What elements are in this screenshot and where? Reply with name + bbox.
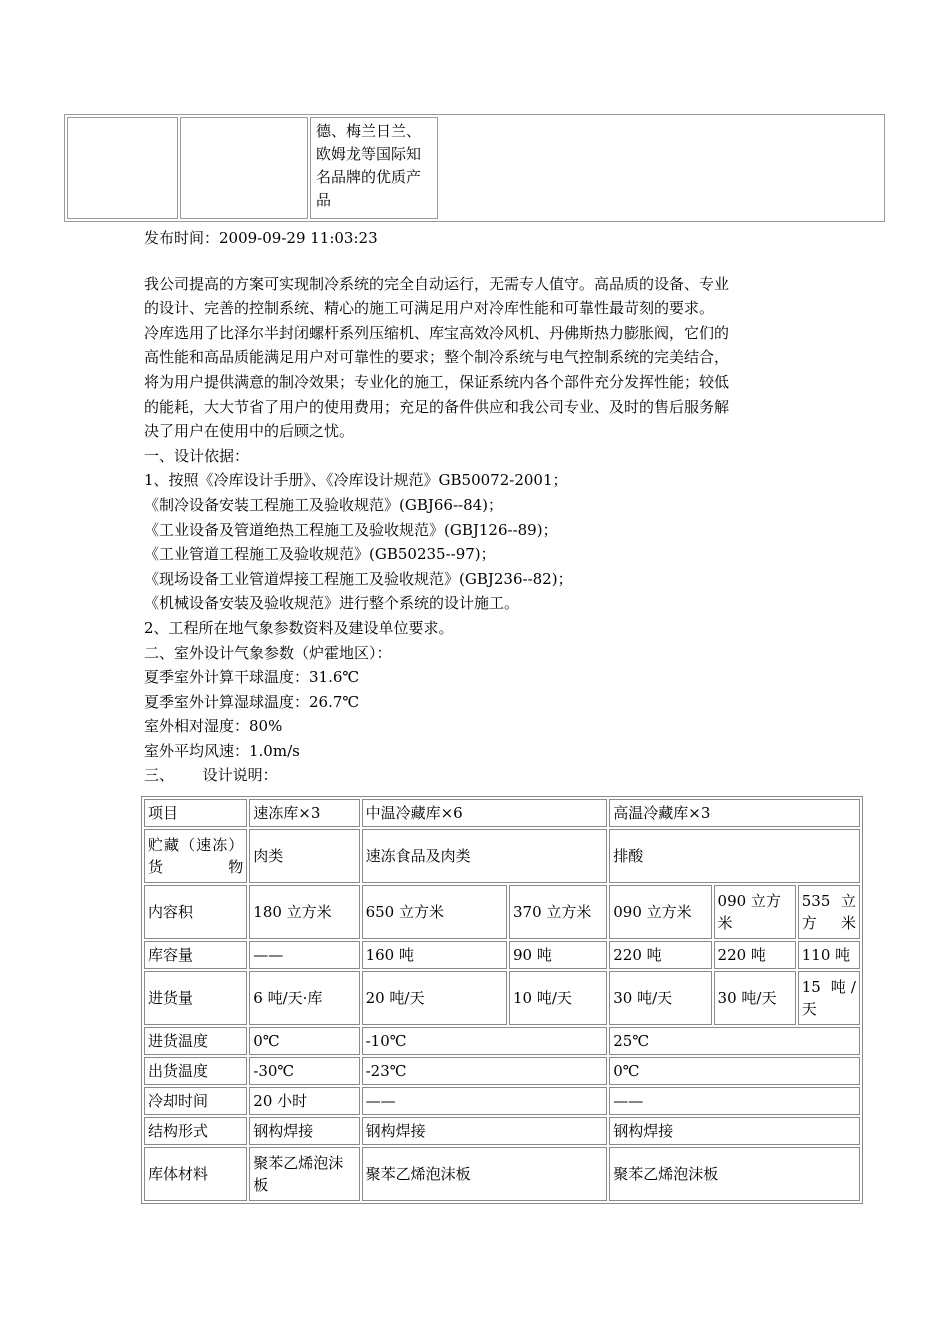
paragraph-line: 决了用户在使用中的后顾之忧。: [144, 422, 355, 441]
table-cell: 20 小时: [249, 1087, 359, 1115]
section-heading: 一、设计依据：: [144, 446, 250, 465]
table-row: [144, 829, 860, 883]
table-cell: -23℃: [362, 1057, 608, 1085]
paragraph-line: 夏季室外计算湿球温度：26.7℃: [144, 692, 360, 711]
paragraph-line: 高性能和高品质能满足用户对可靠性的要求；整个制冷系统与电气控制系统的完美结合，: [144, 348, 730, 367]
paragraph-line: 《工业管道工程施工及验收规范》(GB50235--97)；: [144, 545, 496, 564]
table-cell: -10℃: [362, 1027, 608, 1055]
paragraph-line: 1、按照《冷库设计手册》、《冷库设计规范》GB50072-2001；: [144, 471, 568, 490]
paragraph-line: 我公司提高的方案可实现制冷系统的完全自动运行，无需专人值守。高品质的设备、专业: [144, 274, 730, 293]
table-cell: 钢构焊接: [609, 1117, 860, 1145]
paragraph-line: 冷库选用了比泽尔半封闭螺杆系列压缩机、库宝高效冷风机、丹佛斯热力膨胀阀，它们的: [144, 323, 730, 342]
table-row: [144, 1147, 860, 1201]
top-table-cell: [310, 117, 438, 219]
paragraph-line: 的能耗，大大节省了用户的使用费用；充足的备件供应和我公司专业、及时的售后服务解: [144, 397, 730, 416]
table-cell: 535 立方米: [798, 885, 860, 939]
table-cell: 库容量: [144, 941, 247, 969]
top-table-fragment: [64, 114, 885, 222]
table-cell: 15 吨/天: [798, 971, 860, 1025]
section-heading: 二、室外设计气象参数（炉霍地区）：: [144, 643, 392, 662]
table-cell: 180 立方米: [249, 885, 359, 939]
paragraph-line: 将为用户提供满意的制冷效果；专业化的施工，保证系统内各个部件充分发挥性能；较低: [144, 372, 730, 391]
table-row: [144, 885, 860, 939]
paragraph-line: 室外相对湿度：80%: [144, 717, 283, 736]
table-cell: 高温冷藏库×3: [609, 799, 860, 827]
table-cell: 650 立方米: [362, 885, 507, 939]
table-row: [144, 971, 860, 1025]
table-cell: 0℃: [249, 1027, 359, 1055]
table-cell: 聚苯乙烯泡沫板: [609, 1147, 860, 1201]
table-cell: 进货量: [144, 971, 247, 1025]
paragraph-line: 《工业设备及管道绝热工程施工及验收规范》(GBJ126--89)；: [144, 520, 558, 539]
table-cell: 库体材料: [144, 1147, 247, 1201]
table-cell: 25℃: [609, 1027, 860, 1055]
table-cell: 结构形式: [144, 1117, 247, 1145]
table-cell: 贮藏（速冻）货物: [144, 829, 247, 883]
paragraph-line: 夏季室外计算干球温度：31.6℃: [144, 668, 360, 687]
table-cell: 6 吨/天·库: [249, 971, 359, 1025]
table-cell: 090 立方米: [714, 885, 796, 939]
paragraph-line: 2、工程所在地气象参数资料及建设单位要求。: [144, 618, 454, 637]
table-cell: 090 立方米: [609, 885, 711, 939]
top-table-cell: [67, 117, 178, 219]
table-cell: -30℃: [249, 1057, 359, 1085]
table-cell: 0℃: [609, 1057, 860, 1085]
table-cell: 内容积: [144, 885, 247, 939]
table-row: [144, 941, 860, 969]
table-cell: 项目: [144, 799, 247, 827]
table-cell: 速冻食品及肉类: [362, 829, 608, 883]
article-body: [144, 226, 824, 788]
table-cell: 肉类: [249, 829, 359, 883]
table-cell: 聚苯乙烯泡沫板: [362, 1147, 608, 1201]
section-heading: 三、 设计说明：: [144, 766, 278, 785]
table-cell: 速冻库×3: [249, 799, 359, 827]
paragraph-line: 《机械设备安装及验收规范》进行整个系统的设计施工。: [144, 594, 520, 613]
table-row: [144, 1057, 860, 1085]
table-cell: 进货温度: [144, 1027, 247, 1055]
table-cell: ——: [249, 941, 359, 969]
table-cell: 出货温度: [144, 1057, 247, 1085]
table-cell: 钢构焊接: [249, 1117, 359, 1145]
table-row: [144, 799, 860, 827]
publish-time: 发布时间：2009-09-29 11:03:23: [144, 229, 378, 247]
table-cell: 160 吨: [362, 941, 507, 969]
top-table-cell: [180, 117, 308, 219]
top-table-cell-text: 德、梅兰日兰、 欧姆龙等国际知 名品牌的优质产 品: [316, 122, 422, 209]
table-cell: 220 吨: [714, 941, 796, 969]
table-cell: 聚苯乙烯泡沫板: [249, 1147, 359, 1201]
table-cell: 30 吨/天: [714, 971, 796, 1025]
table-cell: 排酸: [609, 829, 860, 883]
paragraph-line: 《制冷设备安装工程施工及验收规范》(GBJ66--84)；: [144, 495, 504, 514]
design-spec-table: [141, 796, 863, 1204]
paragraph-line: 的设计、完善的控制系统、精心的施工可满足用户对冷库性能和可靠性最苛刻的要求。: [144, 299, 715, 318]
table-row: [144, 1117, 860, 1145]
table-cell: 30 吨/天: [609, 971, 711, 1025]
table-cell: 90 吨: [509, 941, 607, 969]
table-row: [144, 1087, 860, 1115]
table-cell: ——: [609, 1087, 860, 1115]
paragraph-line: 室外平均风速：1.0m/s: [144, 741, 300, 760]
table-cell: 10 吨/天: [509, 971, 607, 1025]
table-cell: 钢构焊接: [362, 1117, 608, 1145]
table-row: [144, 1027, 860, 1055]
table-cell: 220 吨: [609, 941, 711, 969]
table-cell: 370 立方米: [509, 885, 607, 939]
table-cell: 20 吨/天: [362, 971, 507, 1025]
table-cell: 110 吨: [798, 941, 860, 969]
paragraph-line: 《现场设备工业管道焊接工程施工及验收规范》(GBJ236--82)；: [144, 569, 573, 588]
table-cell: ——: [362, 1087, 608, 1115]
table-cell: 中温冷藏库×6: [362, 799, 608, 827]
table-cell: 冷却时间: [144, 1087, 247, 1115]
